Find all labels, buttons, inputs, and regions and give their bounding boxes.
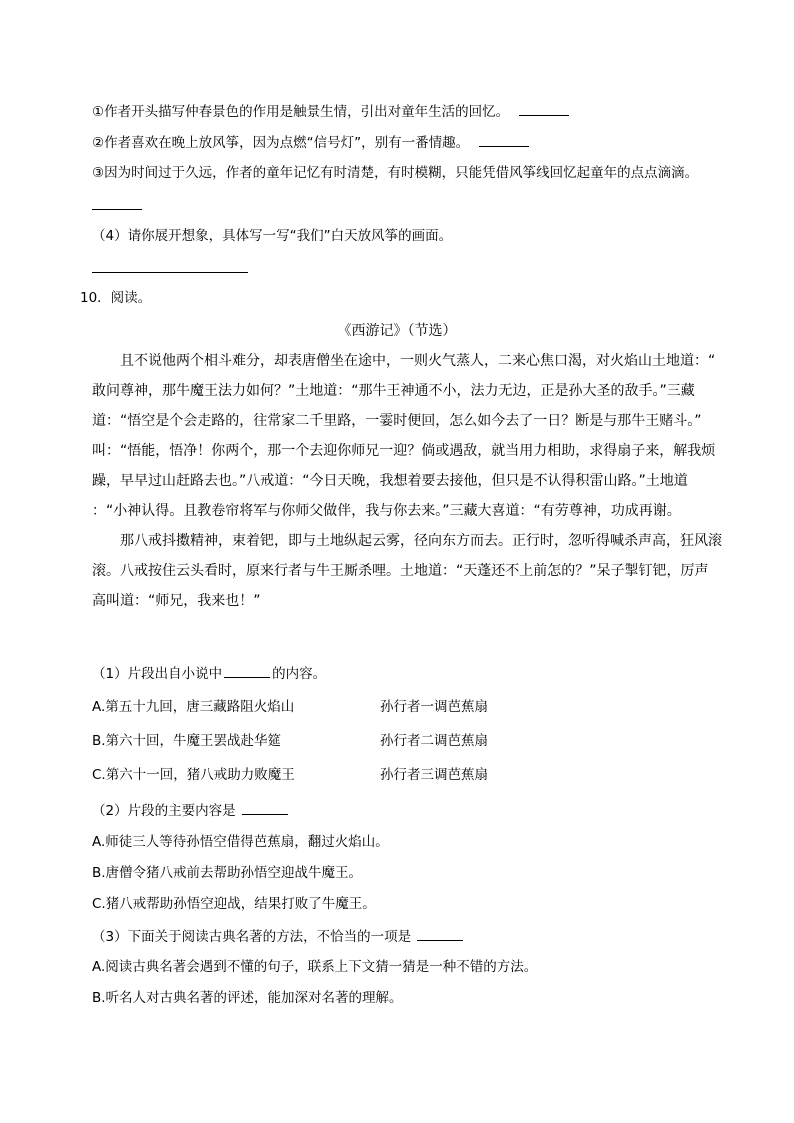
question-number-text: 10．阅读。 xyxy=(80,290,152,306)
statement-2 xyxy=(92,132,529,153)
option-b-text: B.听名人对古典名著的评述，能加深对名著的理解。 xyxy=(92,990,403,1006)
answer-blank[interactable] xyxy=(242,800,288,815)
statement-1 xyxy=(92,101,569,122)
option-a[interactable] xyxy=(92,832,389,852)
passage-line: 道：“悟空是个会走路的，往常家二千里路，一霎时便回，怎么如今去了一日？断是与那牛王赌斗。” xyxy=(92,413,702,429)
subquestion-2 xyxy=(92,800,290,821)
passage-line: 高叫道：“师兄，我来也！” xyxy=(92,593,261,609)
option-row-c[interactable] xyxy=(92,765,712,785)
subquestion-1-prefix: （1）片段出自小说中 xyxy=(92,666,223,682)
subquestion-2-text: （2）片段的主要内容是 xyxy=(92,803,236,819)
statement-3 xyxy=(92,163,698,183)
option-right: 孙行者一调芭蕉扇 xyxy=(380,699,488,715)
option-row-a[interactable] xyxy=(92,697,712,717)
option-left: A.第五十九回，唐三藏路阻火焰山 xyxy=(92,699,295,715)
passage-line: 且不说他两个相斗难分，却表唐僧坐在途中，一则火气蒸人，二来心焦口渴，对火焰山土地道：“ xyxy=(92,353,716,369)
passage-title xyxy=(0,320,794,340)
question-number xyxy=(80,288,151,308)
passage-title-text: 《西游记》（节选） xyxy=(337,323,457,339)
subquestion-3 xyxy=(92,926,465,947)
answer-blank[interactable] xyxy=(519,101,569,116)
passage-line: ：“小神认得。且教卷帘将军与你师父做伴，我与你去来。”三藏大喜道：“有劳尊神，功成再谢。 xyxy=(92,503,681,519)
passage xyxy=(92,346,722,616)
passage-line: 敢问尊神，那牛魔王法力如何？”土地道：“那牛王神通不小，法力无边，正是孙大圣的敌手。”三藏 xyxy=(92,383,695,399)
option-right: 孙行者二调芭蕉扇 xyxy=(380,733,488,749)
option-a[interactable] xyxy=(92,957,537,977)
option-right: 孙行者三调芭蕉扇 xyxy=(380,767,488,783)
statement-2-text: ②作者喜欢在晚上放风筝，因为点燃“信号灯”，别有一番情趣。 xyxy=(92,135,470,151)
answer-blank[interactable] xyxy=(417,926,463,941)
answer-blank[interactable] xyxy=(92,209,142,210)
option-b-text: B.唐僧令猪八戒前去帮助孙悟空迎战牛魔王。 xyxy=(92,865,363,881)
answer-blank[interactable] xyxy=(479,132,529,147)
passage-line: 那八戒抖擞精神，束着钯，即与土地纵起云雾，径向东方而去。正行时，忽听得喊杀声高，狂风滚 xyxy=(92,533,722,549)
option-b[interactable] xyxy=(92,988,403,1008)
question-4-text: （4）请你展开想象，具体写一写“我们”白天放风筝的画面。 xyxy=(92,228,453,244)
passage-line: 滚。八戒按住云头看时，原来行者与牛王厮杀哩。土地道：“天蓬还不上前怎的？”呆子掣钉钯，厉声 xyxy=(92,563,709,579)
option-a-text: A.师徒三人等待孙悟空借得芭蕉扇，翻过火焰山。 xyxy=(92,834,389,850)
option-c[interactable] xyxy=(92,894,376,914)
passage-line: 叫：“悟能，悟净！你两个，那一个去迎你师兄一迎？倘或遇敌，就当用力相助，求得扇子来，解我烦 xyxy=(92,443,716,459)
option-b[interactable] xyxy=(92,863,362,883)
question-4 xyxy=(92,226,452,246)
subquestion-1 xyxy=(92,663,326,684)
option-a-text: A.阅读古典名著会遇到不懂的句子，联系上下文猜一猜是一种不错的方法。 xyxy=(92,959,538,975)
option-left: B.第六十回，牛魔王罢战赴华筵 xyxy=(92,733,282,749)
statement-1-text: ①作者开头描写仲春景色的作用是触景生情，引出对童年生活的回忆。 xyxy=(92,104,510,120)
option-row-b[interactable] xyxy=(92,731,712,751)
option-left: C.第六十一回，猪八戒助力败魔王 xyxy=(92,767,295,783)
answer-blank[interactable] xyxy=(224,663,270,678)
statement-3-text: ③因为时间过于久远，作者的童年记忆有时清楚，有时模糊，只能凭借风筝线回忆起童年的点点滴滴。 xyxy=(92,165,699,181)
answer-line[interactable] xyxy=(92,272,248,273)
passage-line: 躁，早早过山赶路去也。”八戒道：“今日天晚，我想着要去接他，但只是不认得积雷山路。”土地道 xyxy=(92,473,688,489)
subquestion-1-suffix: 的内容。 xyxy=(272,666,327,682)
option-c-text: C.猪八戒帮助孙悟空迎战，结果打败了牛魔王。 xyxy=(92,896,376,912)
subquestion-3-text: （3）下面关于阅读古典名著的方法，不恰当的一项是 xyxy=(92,929,412,945)
